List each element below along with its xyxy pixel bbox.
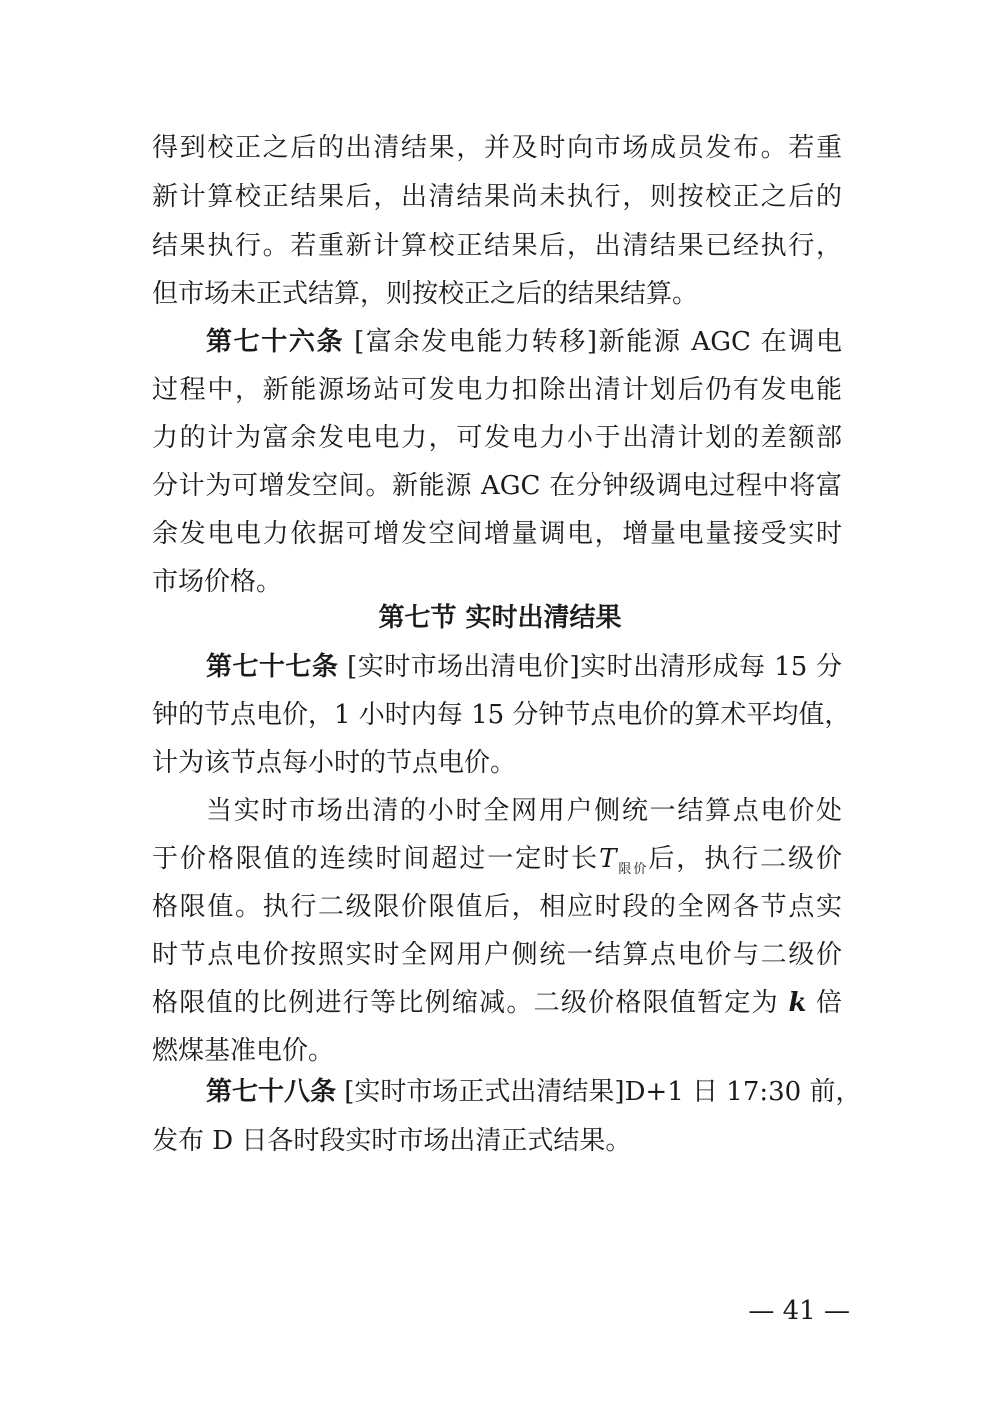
time-limit-symbol: T: [599, 844, 617, 874]
text-line: 分计为可增发空间。新能源 AGC 在分钟级调电过程中将富: [152, 471, 842, 501]
text-line: 计为该节点每小时的节点电价。: [152, 748, 517, 778]
text-line: 新计算校正结果后，出清结果尚未执行，则按校正之后的: [152, 182, 842, 212]
text-span: 于价格限值的连续时间超过一定时长: [152, 844, 600, 874]
text-line: 格限值。执行二级限价限值后，相应时段的全网各节点实: [152, 892, 842, 922]
text-line: 燃煤基准电价。: [152, 1036, 335, 1066]
text-line: 时节点电价按照实时全网用户侧统一结算点电价与二级价: [152, 940, 842, 970]
text-line: 钟的节点电价，1 小时内每 15 分钟节点电价的算术平均值，: [152, 700, 851, 730]
article-first-line: [206, 322, 842, 362]
page-number: — 41 —: [748, 1296, 850, 1326]
text-line: 结果执行。若重新计算校正结果后，出清结果已经执行，: [152, 231, 842, 261]
article-text: [富余发电能力转移]新能源 AGC 在调电: [354, 327, 843, 357]
article-first-line: [206, 1072, 862, 1112]
text-line: 力的计为富余发电电力，可发电力小于出清计划的差额部: [152, 423, 842, 453]
text-line: 市场价格。: [152, 567, 283, 597]
text-line: 当实时市场出清的小时全网用户侧统一结算点电价处: [206, 796, 842, 826]
text-line: 发布 D 日各时段实时市场出清正式结果。: [152, 1126, 632, 1156]
text-span: 倍: [806, 988, 843, 1018]
article-text: [实时市场出清电价]实时出清形成每 15 分: [347, 652, 843, 682]
text-line: [152, 839, 842, 879]
text-line: 但市场未正式结算，则按校正之后的结果结算。: [152, 279, 699, 309]
text-line: [152, 983, 842, 1023]
text-line: 过程中，新能源场站可发电力扣除出清计划后仍有发电能: [152, 375, 842, 405]
text-line: 余发电电力依据可增发空间增量调电，增量电量接受实时: [152, 519, 842, 549]
article-text: [实时市场正式出清结果]D+1 日 17:30 前，: [344, 1077, 862, 1107]
time-limit-subscript: 限价: [616, 862, 649, 877]
article-title: 第七十八条: [206, 1077, 337, 1107]
text-span: 格限值的比例进行等比例缩减。二级价格限值暂定为: [152, 988, 789, 1018]
article-title: 第七十六条: [206, 327, 345, 357]
k-factor-symbol: k: [788, 988, 807, 1018]
section-heading: 第七节 实时出清结果: [378, 603, 622, 633]
article-first-line: [206, 647, 842, 687]
text-span: 后，执行二级价: [648, 844, 842, 874]
text-line: 得到校正之后的出清结果，并及时向市场成员发布。若重: [152, 133, 842, 163]
article-title: 第七十七条: [206, 652, 339, 682]
